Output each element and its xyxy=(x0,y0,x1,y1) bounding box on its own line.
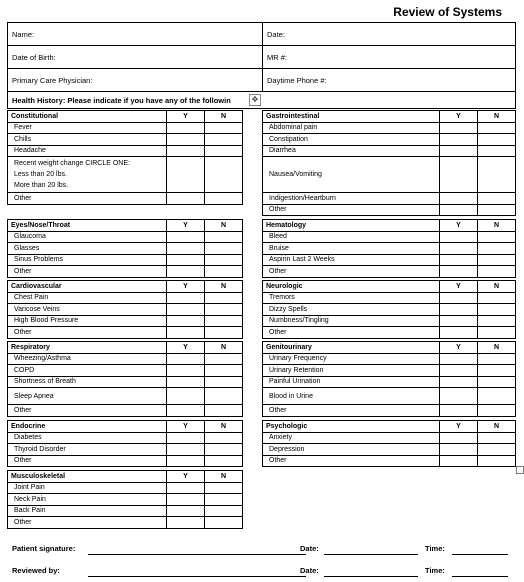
genitourinary-item-1: Urinary Retention xyxy=(263,365,440,377)
respiratory-yes-cell[interactable] xyxy=(167,388,205,405)
table-row xyxy=(8,365,243,377)
psychologic-yes-cell[interactable] xyxy=(440,444,478,456)
table-row xyxy=(8,482,243,494)
date-field[interactable]: Date: xyxy=(263,23,516,46)
constitutional-no-cell[interactable] xyxy=(205,122,243,134)
neurologic-item-2: Numbness/Tingling xyxy=(263,315,440,327)
table-row xyxy=(263,304,516,316)
endocrine-yes-cell[interactable] xyxy=(167,455,205,467)
table-row xyxy=(263,444,516,456)
table-row xyxy=(263,405,516,417)
neurologic-yes-cell[interactable] xyxy=(440,315,478,327)
gastrointestinal-no-cell[interactable] xyxy=(478,193,516,205)
constitutional-yes-cell[interactable] xyxy=(167,193,205,205)
cardiovascular-yes-cell[interactable] xyxy=(167,327,205,339)
table-row xyxy=(263,315,516,327)
respiratory-no-cell[interactable] xyxy=(205,405,243,417)
table-row xyxy=(8,388,243,405)
respiratory-yes-cell[interactable] xyxy=(167,353,205,365)
cardiovascular-no-cell[interactable] xyxy=(205,327,243,339)
gastrointestinal-no-cell[interactable] xyxy=(478,145,516,157)
musculoskeletal-heading: Musculoskeletal xyxy=(8,471,167,483)
musculoskeletal-yes-cell[interactable] xyxy=(167,482,205,494)
table-row xyxy=(263,388,516,405)
constitutional-item-0: Fever xyxy=(8,122,167,134)
patient-time-line[interactable] xyxy=(452,553,508,555)
respiratory-item-1: COPD xyxy=(8,365,167,377)
table-row xyxy=(8,505,243,517)
genitourinary-item-3: Blood in Urine xyxy=(263,388,440,405)
psychologic-table xyxy=(262,420,516,467)
table-row xyxy=(263,122,516,134)
psychologic-no-cell[interactable] xyxy=(478,455,516,467)
respiratory-no-cell[interactable] xyxy=(205,365,243,377)
table-row xyxy=(8,405,243,417)
table-row xyxy=(263,432,516,444)
psychologic-yes-cell[interactable] xyxy=(440,432,478,444)
constitutional-item-6: Other xyxy=(8,193,167,205)
psychologic-item-1: Depression xyxy=(263,444,440,456)
genitourinary-yes-cell[interactable] xyxy=(440,353,478,365)
eyes-no-header: N xyxy=(205,220,243,232)
eyes-no-cell[interactable] xyxy=(205,231,243,243)
genitourinary-no-cell[interactable] xyxy=(478,365,516,377)
constitutional-yes-cell[interactable] xyxy=(167,157,205,193)
neurologic-no-header: N xyxy=(478,281,516,293)
cardiovascular-item-0: Chest Pain xyxy=(8,292,167,304)
constitutional-item-group xyxy=(8,157,167,193)
eyes-item-2: Sinus Problems xyxy=(8,254,167,266)
table-row xyxy=(263,254,516,266)
respiratory-item-4: Other xyxy=(8,405,167,417)
table-row xyxy=(8,376,243,388)
patient-date-line[interactable] xyxy=(324,553,418,555)
neurologic-no-cell[interactable] xyxy=(478,304,516,316)
table-row xyxy=(8,193,243,205)
constitutional-no-cell[interactable] xyxy=(205,193,243,205)
dob-field[interactable]: Date of Birth: xyxy=(8,46,263,69)
psychologic-yes-header: Y xyxy=(440,421,478,433)
table-row xyxy=(263,243,516,255)
respiratory-heading: Respiratory xyxy=(8,342,167,354)
genitourinary-item-2: Painful Urination xyxy=(263,376,440,388)
eyes-item-3: Other xyxy=(8,266,167,278)
gastrointestinal-no-cell[interactable] xyxy=(478,122,516,134)
eyes-yes-cell[interactable] xyxy=(167,243,205,255)
eyes-no-cell[interactable] xyxy=(205,243,243,255)
constitutional-item-5: More than 20 lbs. xyxy=(14,182,69,189)
table-row xyxy=(8,304,243,316)
table-row xyxy=(263,193,516,205)
respiratory-no-cell[interactable] xyxy=(205,376,243,388)
hematology-no-cell[interactable] xyxy=(478,231,516,243)
eyes-no-cell[interactable] xyxy=(205,266,243,278)
eyes-item-0: Glaucoma xyxy=(8,231,167,243)
gastrointestinal-item-0: Abdominal pain xyxy=(263,122,440,134)
gastrointestinal-no-cell[interactable] xyxy=(478,204,516,216)
constitutional-item-3: Recent weight change CIRCLE ONE: xyxy=(14,160,130,167)
musculoskeletal-item-2: Back Pain xyxy=(8,505,167,517)
hematology-item-2: Aspirin Last 2 Weeks xyxy=(263,254,440,266)
genitourinary-yes-cell[interactable] xyxy=(440,376,478,388)
gastrointestinal-item-4: Indigestion/Heartburn xyxy=(263,193,440,205)
reviewed-by-label: Reviewed by: xyxy=(12,566,60,575)
table-row xyxy=(8,243,243,255)
table-row xyxy=(263,266,516,278)
genitourinary-yes-cell[interactable] xyxy=(440,405,478,417)
constitutional-yes-cell[interactable] xyxy=(167,145,205,157)
table-row xyxy=(8,432,243,444)
gastrointestinal-no-cell[interactable] xyxy=(478,157,516,193)
table-row xyxy=(263,204,516,216)
gastrointestinal-yes-cell[interactable] xyxy=(440,134,478,146)
constitutional-no-cell[interactable] xyxy=(205,134,243,146)
table-row xyxy=(8,292,243,304)
reviewed-date-label: Date: xyxy=(300,566,319,575)
patient-date-label: Date: xyxy=(300,544,319,553)
respiratory-no-header: N xyxy=(205,342,243,354)
hematology-heading: Hematology xyxy=(263,220,440,232)
endocrine-no-cell[interactable] xyxy=(205,432,243,444)
table-row xyxy=(8,517,243,529)
constitutional-item-1: Chills xyxy=(8,134,167,146)
endocrine-yes-header: Y xyxy=(167,421,205,433)
table-row xyxy=(8,444,243,456)
reviewed-date-line[interactable] xyxy=(324,575,418,577)
genitourinary-heading: Genitourinary xyxy=(263,342,440,354)
gastrointestinal-yes-cell[interactable] xyxy=(440,122,478,134)
pcp-field[interactable]: Primary Care Physician: xyxy=(8,69,263,92)
musculoskeletal-no-cell[interactable] xyxy=(205,505,243,517)
cardiovascular-heading: Cardiovascular xyxy=(8,281,167,293)
gastrointestinal-item-1: Constipation xyxy=(263,134,440,146)
gastrointestinal-heading: Gastrointestinal xyxy=(263,111,440,123)
gastrointestinal-yes-header: Y xyxy=(440,111,478,123)
neurologic-table xyxy=(262,280,516,339)
musculoskeletal-yes-header: Y xyxy=(167,471,205,483)
hematology-yes-cell[interactable] xyxy=(440,231,478,243)
table-row xyxy=(263,376,516,388)
endocrine-yes-cell[interactable] xyxy=(167,444,205,456)
musculoskeletal-yes-cell[interactable] xyxy=(167,505,205,517)
table-row xyxy=(263,145,516,157)
gastrointestinal-no-header: N xyxy=(478,111,516,123)
table-row xyxy=(8,315,243,327)
mr-field[interactable]: MR #: xyxy=(263,46,516,69)
gastrointestinal-yes-cell[interactable] xyxy=(440,157,478,193)
table-row xyxy=(8,266,243,278)
patient-signature-label: Patient signature: xyxy=(12,544,76,553)
endocrine-yes-cell[interactable] xyxy=(167,432,205,444)
constitutional-yes-cell[interactable] xyxy=(167,134,205,146)
cardiovascular-no-cell[interactable] xyxy=(205,304,243,316)
cardiovascular-no-cell[interactable] xyxy=(205,315,243,327)
musculoskeletal-table xyxy=(7,470,243,529)
constitutional-item-2: Headache xyxy=(8,145,167,157)
cardiovascular-table xyxy=(7,280,243,339)
respiratory-item-2: Shortness of Breath xyxy=(8,376,167,388)
hematology-item-1: Bruise xyxy=(263,243,440,255)
eyes-yes-cell[interactable] xyxy=(167,231,205,243)
endocrine-no-header: N xyxy=(205,421,243,433)
eyes-yes-header: Y xyxy=(167,220,205,232)
psychologic-yes-cell[interactable] xyxy=(440,455,478,467)
page-title: Review of Systems xyxy=(393,5,502,19)
hematology-yes-cell[interactable] xyxy=(440,254,478,266)
eyes-heading: Eyes/Nose/Throat xyxy=(8,220,167,232)
table-row xyxy=(8,157,243,193)
table-row xyxy=(263,157,516,193)
table-row xyxy=(263,353,516,365)
respiratory-item-0: Wheezing/Asthma xyxy=(8,353,167,365)
hematology-yes-cell[interactable] xyxy=(440,266,478,278)
cardiovascular-no-header: N xyxy=(205,281,243,293)
psychologic-no-header: N xyxy=(478,421,516,433)
table-row xyxy=(8,353,243,365)
musculoskeletal-no-cell[interactable] xyxy=(205,482,243,494)
table-row xyxy=(8,122,243,134)
musculoskeletal-yes-cell[interactable] xyxy=(167,494,205,506)
respiratory-table xyxy=(7,341,243,417)
musculoskeletal-no-cell[interactable] xyxy=(205,517,243,529)
hematology-table xyxy=(262,219,516,278)
gastrointestinal-item-2: Diarrhea xyxy=(263,145,440,157)
constitutional-yes-header: Y xyxy=(167,111,205,123)
respiratory-no-cell[interactable] xyxy=(205,388,243,405)
cardiovascular-yes-cell[interactable] xyxy=(167,304,205,316)
endocrine-no-cell[interactable] xyxy=(205,444,243,456)
genitourinary-table xyxy=(262,341,516,417)
cardiovascular-item-2: High Blood Pressure xyxy=(8,315,167,327)
table-row xyxy=(8,327,243,339)
genitourinary-no-header: N xyxy=(478,342,516,354)
endocrine-item-0: Diabetes xyxy=(8,432,167,444)
psychologic-no-cell[interactable] xyxy=(478,444,516,456)
respiratory-no-cell[interactable] xyxy=(205,353,243,365)
endocrine-table xyxy=(7,420,243,467)
reviewed-time-label: Time: xyxy=(425,566,445,575)
table-row xyxy=(263,365,516,377)
genitourinary-yes-cell[interactable] xyxy=(440,388,478,405)
cardiovascular-yes-header: Y xyxy=(167,281,205,293)
table-row xyxy=(8,254,243,266)
eyes-yes-cell[interactable] xyxy=(167,254,205,266)
table-row xyxy=(8,134,243,146)
constitutional-no-cell[interactable] xyxy=(205,145,243,157)
hematology-no-cell[interactable] xyxy=(478,243,516,255)
neurologic-yes-cell[interactable] xyxy=(440,292,478,304)
resize-handle-icon[interactable] xyxy=(516,466,524,474)
table-row xyxy=(8,494,243,506)
patient-signature-line[interactable] xyxy=(88,553,306,555)
neurologic-no-cell[interactable] xyxy=(478,315,516,327)
neurologic-yes-cell[interactable] xyxy=(440,304,478,316)
psychologic-heading: Psychologic xyxy=(263,421,440,433)
genitourinary-item-4: Other xyxy=(263,405,440,417)
respiratory-yes-cell[interactable] xyxy=(167,365,205,377)
table-row xyxy=(8,145,243,157)
genitourinary-no-cell[interactable] xyxy=(478,376,516,388)
cardiovascular-item-3: Other xyxy=(8,327,167,339)
table-row xyxy=(8,455,243,467)
musculoskeletal-item-3: Other xyxy=(8,517,167,529)
psychologic-item-2: Other xyxy=(263,455,440,467)
respiratory-item-3: Sleep Apnea xyxy=(8,388,167,405)
psychologic-item-0: Anxiety xyxy=(263,432,440,444)
hematology-item-0: Bleed xyxy=(263,231,440,243)
neurologic-no-cell[interactable] xyxy=(478,327,516,339)
hematology-no-cell[interactable] xyxy=(478,266,516,278)
name-field[interactable]: Name: xyxy=(8,23,263,46)
endocrine-item-2: Other xyxy=(8,455,167,467)
hematology-no-header: N xyxy=(478,220,516,232)
constitutional-no-header: N xyxy=(205,111,243,123)
cardiovascular-yes-cell[interactable] xyxy=(167,292,205,304)
constitutional-yes-cell[interactable] xyxy=(167,122,205,134)
health-history-heading: Health History: Please indicate if you have any of the followin xyxy=(8,92,516,109)
patient-time-label: Time: xyxy=(425,544,445,553)
constitutional-heading: Constitutional xyxy=(8,111,167,123)
neurologic-item-0: Tremors xyxy=(263,292,440,304)
genitourinary-yes-cell[interactable] xyxy=(440,365,478,377)
table-row xyxy=(263,134,516,146)
genitourinary-no-cell[interactable] xyxy=(478,353,516,365)
genitourinary-no-cell[interactable] xyxy=(478,405,516,417)
neurologic-item-1: Dizzy Spells xyxy=(263,304,440,316)
respiratory-yes-cell[interactable] xyxy=(167,405,205,417)
phone-field[interactable]: Daytime Phone #: xyxy=(263,69,516,92)
gastrointestinal-no-cell[interactable] xyxy=(478,134,516,146)
eyes-yes-cell[interactable] xyxy=(167,266,205,278)
musculoskeletal-no-header: N xyxy=(205,471,243,483)
table-row xyxy=(8,231,243,243)
constitutional-item-4: Less than 20 lbs. xyxy=(14,171,67,178)
eyes-table xyxy=(7,219,243,278)
endocrine-no-cell[interactable] xyxy=(205,455,243,467)
cardiovascular-no-cell[interactable] xyxy=(205,292,243,304)
genitourinary-item-0: Urinary Frequency xyxy=(263,353,440,365)
genitourinary-no-cell[interactable] xyxy=(478,388,516,405)
endocrine-item-1: Thyroid Disorder xyxy=(8,444,167,456)
reviewed-by-line[interactable] xyxy=(88,575,306,577)
neurologic-yes-cell[interactable] xyxy=(440,327,478,339)
table-row xyxy=(263,327,516,339)
hematology-yes-header: Y xyxy=(440,220,478,232)
neurologic-heading: Neurologic xyxy=(263,281,440,293)
respiratory-yes-cell[interactable] xyxy=(167,376,205,388)
hematology-yes-cell[interactable] xyxy=(440,243,478,255)
musculoskeletal-item-1: Neck Pain xyxy=(8,494,167,506)
cardiovascular-item-1: Varicose Veins xyxy=(8,304,167,316)
constitutional-table xyxy=(7,110,243,205)
gastrointestinal-yes-cell[interactable] xyxy=(440,145,478,157)
gastrointestinal-yes-cell[interactable] xyxy=(440,204,478,216)
gastrointestinal-table xyxy=(262,110,516,216)
psychologic-no-cell[interactable] xyxy=(478,432,516,444)
hematology-item-3: Other xyxy=(263,266,440,278)
gastrointestinal-item-3: Nausea/Vomiting xyxy=(263,157,440,193)
musculoskeletal-no-cell[interactable] xyxy=(205,494,243,506)
neurologic-no-cell[interactable] xyxy=(478,292,516,304)
reviewed-time-line[interactable] xyxy=(452,575,508,577)
move-handle-icon[interactable]: ✥ xyxy=(249,94,261,106)
gastrointestinal-yes-cell[interactable] xyxy=(440,193,478,205)
neurologic-item-3: Other xyxy=(263,327,440,339)
table-row xyxy=(263,455,516,467)
constitutional-no-cell[interactable] xyxy=(205,157,243,193)
musculoskeletal-yes-cell[interactable] xyxy=(167,517,205,529)
endocrine-heading: Endocrine xyxy=(8,421,167,433)
eyes-item-1: Glasses xyxy=(8,243,167,255)
genitourinary-yes-header: Y xyxy=(440,342,478,354)
cardiovascular-yes-cell[interactable] xyxy=(167,315,205,327)
respiratory-yes-header: Y xyxy=(167,342,205,354)
hematology-no-cell[interactable] xyxy=(478,254,516,266)
table-row xyxy=(263,231,516,243)
gastrointestinal-item-5: Other xyxy=(263,204,440,216)
patient-info-table xyxy=(7,22,516,109)
eyes-no-cell[interactable] xyxy=(205,254,243,266)
neurologic-yes-header: Y xyxy=(440,281,478,293)
musculoskeletal-item-0: Joint Pain xyxy=(8,482,167,494)
table-row xyxy=(263,292,516,304)
